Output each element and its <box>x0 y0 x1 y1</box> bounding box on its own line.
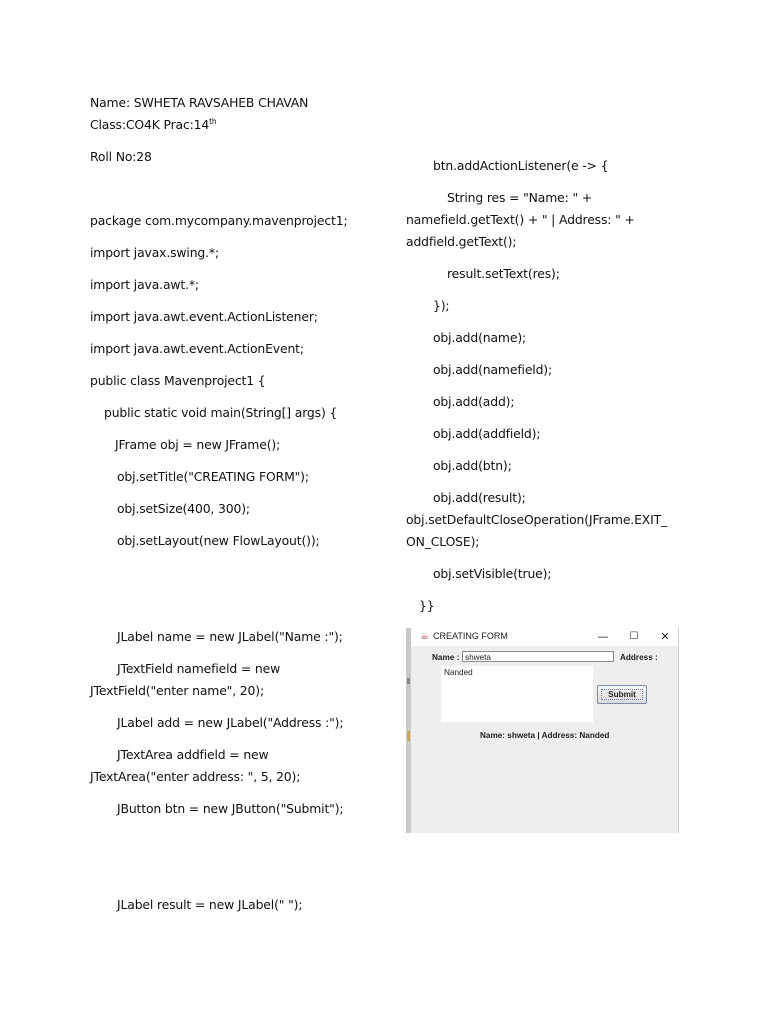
edge-mark <box>407 678 410 684</box>
close-icon[interactable]: ✕ <box>660 630 670 643</box>
window-title: CREATING FORM <box>433 631 508 641</box>
submit-label: Submit <box>608 690 636 699</box>
code-line: obj.add(name); <box>433 330 527 345</box>
code-line: JTextField namefield = new <box>117 661 281 676</box>
name-label: Name : <box>432 653 460 662</box>
code-line: JFrame obj = new JFrame(); <box>115 437 281 452</box>
code-line: import java.awt.event.ActionEvent; <box>90 341 304 356</box>
address-label: Address : <box>620 653 658 662</box>
code-line: obj.add(btn); <box>433 458 512 473</box>
code-line: obj.setLayout(new FlowLayout()); <box>117 533 320 548</box>
code-line: JLabel name = new JLabel("Name :"); <box>117 629 343 644</box>
code-line: JTextArea("enter address: ", 5, 20); <box>90 769 301 784</box>
code-line: }); <box>433 298 450 313</box>
code-line: result.setText(res); <box>447 266 560 281</box>
code-line: package com.mycompany.mavenproject1; <box>90 213 348 228</box>
code-line: btn.addActionListener(e -> { <box>433 158 609 173</box>
code-line: obj.setDefaultCloseOperation(JFrame.EXIT_ <box>406 512 668 527</box>
code-line: JButton btn = new JButton("Submit"); <box>117 801 344 816</box>
code-line: obj.add(result); <box>433 490 526 505</box>
class-practical <box>90 117 217 133</box>
edge-mark <box>407 731 410 741</box>
code-line: obj.add(namefield); <box>433 362 553 377</box>
code-line: obj.add(add); <box>433 394 515 409</box>
form-window-screenshot <box>406 628 679 833</box>
code-line: import javax.swing.*; <box>90 245 219 260</box>
code-line: ON_CLOSE); <box>406 534 480 549</box>
code-line: JTextArea addfield = new <box>117 747 269 762</box>
code-line: JTextField("enter name", 20); <box>90 683 264 698</box>
name-field[interactable]: shweta <box>462 651 614 662</box>
code-line: import java.awt.*; <box>90 277 199 292</box>
code-line: obj.add(addfield); <box>433 426 541 441</box>
code-line: import java.awt.event.ActionListener; <box>90 309 318 324</box>
code-line: public class Mavenproject1 { <box>90 373 266 388</box>
maximize-icon[interactable]: ☐ <box>629 631 639 642</box>
student-name: Name: SWHETA RAVSAHEB CHAVAN <box>90 95 309 110</box>
result-label: Name: shweta | Address: Nanded <box>480 731 610 740</box>
code-line: JLabel add = new JLabel("Address :"); <box>117 715 344 730</box>
code-line: public static void main(String[] args) { <box>104 405 338 420</box>
code-line: String res = "Name: " + <box>447 190 593 205</box>
address-textarea[interactable]: Nanded <box>441 666 593 722</box>
window-titlebar[interactable] <box>411 628 678 646</box>
java-cup-icon: ☕ <box>420 631 429 642</box>
code-line: JLabel result = new JLabel(" "); <box>117 897 303 912</box>
ordinal-suffix: th <box>209 117 217 126</box>
submit-button[interactable] <box>597 685 647 704</box>
window-content <box>411 646 678 833</box>
code-line: obj.setVisible(true); <box>433 566 552 581</box>
minimize-icon[interactable]: — <box>597 630 609 643</box>
code-line: obj.setSize(400, 300); <box>117 501 250 516</box>
roll-number: Roll No:28 <box>90 149 152 164</box>
code-line: addfield.getText(); <box>406 234 517 249</box>
class-text: Class:CO4K Prac:14 <box>90 117 210 132</box>
code-line: namefield.getText() + " | Address: " + <box>406 212 635 227</box>
code-line: }} <box>419 598 435 613</box>
code-line: obj.setTitle("CREATING FORM"); <box>117 469 309 484</box>
